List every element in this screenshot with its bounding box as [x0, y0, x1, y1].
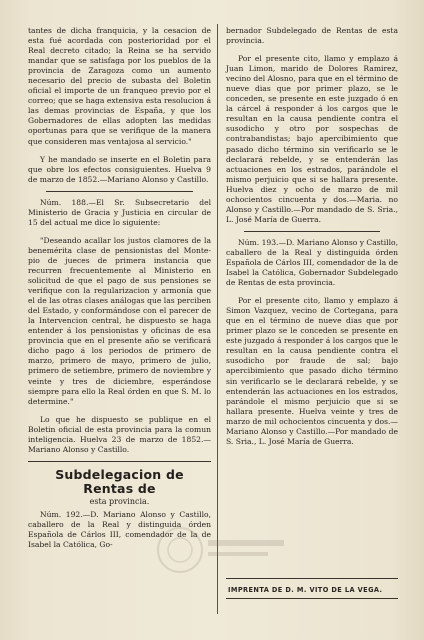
divider [28, 461, 211, 462]
paragraph-circular-quote: "Deseando acallar los justos clamores de la benemérita clase de pensionistas del Monte-pio de jueces de primera instancia que recurren frecuentemente al Ministerio en solicitud de que el pago de sus pensiones se verifique con la regularizacion y armonía que el de las otras clases análogas que las perciben del Estado, y conformándose con el parecer de la Intervencion central, he dispuesto se haga entender á los pensionistas y oficinas de esa provincia que en el presente año se verificará dicho pago á los periodos de primero de marzo, primero de mayo, primero de julio, primero de setiembre, primero de noviembre y veinte y tres de diciembre, esperándose siempre para ello la Real órden en que S. M. lo determine." [28, 235, 211, 406]
divider [46, 191, 193, 192]
library-watermark-icon [150, 520, 290, 580]
paragraph-summons-vazquez: Por el presente cito, llamo y emplazo á Simon Vazquez, vecino de Cortegana, para que en el término de nueve dias que por primer plazo se le conceden se presente en este juzgado á responder á los cargos que le resultan en la causa pendiente contra el susodicho por fraude de sal; bajo apercibimiento que pasado dicho término sin verificarlo se le declarará rebelde, y se entenderán las actuaciones en los estrados, parándole el mismo perjuicio que si se hallara presente. Huelva veinte y tres de marzo de mil ochocientos cincuenta y dos.—Mariano Alonso y Castillo.—Por mandado de S. Sria., L. José María de Guerra. [226, 296, 398, 446]
paragraph-decree-continuation: tantes de dicha franquicia, y la cesacion de esta fué acordada con posterioridad por el Real decreto citado; la Reina se ha servido mandar que se satisfaga por los pueblos de la provincia de Zaragoza como un aumento necesario del precio de subasta del Boletin oficial el importe de un franqueo previo por el correo; que se haga extensiva esta resolucion á las demas provincias de España, y que los Gobernadores de ellas adopten las medidas oportunas para que se verifique de la manera que consideren mas ventajosa al servicio." [28, 26, 211, 146]
left-column [28, 26, 211, 550]
paragraph-summons-limon: Por el presente cito, llamo y emplazo á Juan Limon, marido de Dolores Ramirez, vecino del Alosno, para que en el término de nueve dias que por primer plazo, se le conceden, se presente en este juzgado ó en la cárcel á responder á los cargos que le resultan en la causa pendiente contra el susodicho y otro por sospechas de contrabandistas; bajo apercibimiento que pasado dicho término sin verificarlo se le declarará rebelde, y se entenderán las actuaciones en los estrados, parándole el mismo perjuicio que si se hallara presente. Huelva diez y ocho de marzo de mil ochocientos cincuenta y dos.—Maria. no Alonso y Castillo.—Por mandado de S. Sria., L. José María de Guerra. [226, 54, 399, 224]
imprint-rule-bottom [226, 598, 398, 599]
paragraph-governor-title: bernador Subdelegado de Rentas de esta provincia. [226, 26, 398, 46]
section-subtitle: esta provincia. [89, 496, 150, 506]
paragraph-insert-order: Y he mandado se inserte en el Boletin para que obre los efectos consiguientes. Huelva 9 de marzo de 1852.—Mariano Alonso y Castillo. [28, 154, 211, 184]
paragraph-num-193: Núm. 193.—D. Mariano Alonso y Castillo, caballero de la Real y distinguida órden Española de Cárlos III, comendador de la de Isabel la Católica, Gobernador Subdelegado de Rentas de esta provincia. [226, 237, 398, 288]
paragraph-publication-order: Lo que he dispuesto se publique en el Boletin oficial de esta provincia para la comun inteligencia. Huelva 23 de marzo de 1852.—Mariano Alonso y Castillo. [28, 414, 211, 454]
paragraph-num-192: Núm. 192.—D. Mariano Alonso y Castillo, caballero de la Real y distinguida órden Española de Cárlos III, comendador de la de Isabel la Católica, Go- [28, 509, 211, 549]
paragraph-num-188: Núm. 188.—El Sr. Subsecretario del Ministerio de Gracia y Justicia en circular de 15 del actual me dice lo siguiente: [28, 197, 211, 227]
imprint-line: IMPRENTA DE D. M. VITO DE LA VEGA. [228, 586, 383, 594]
divider [244, 231, 380, 232]
section-title: Subdelegacion de Rentas de [55, 466, 184, 496]
right-column [226, 26, 398, 447]
